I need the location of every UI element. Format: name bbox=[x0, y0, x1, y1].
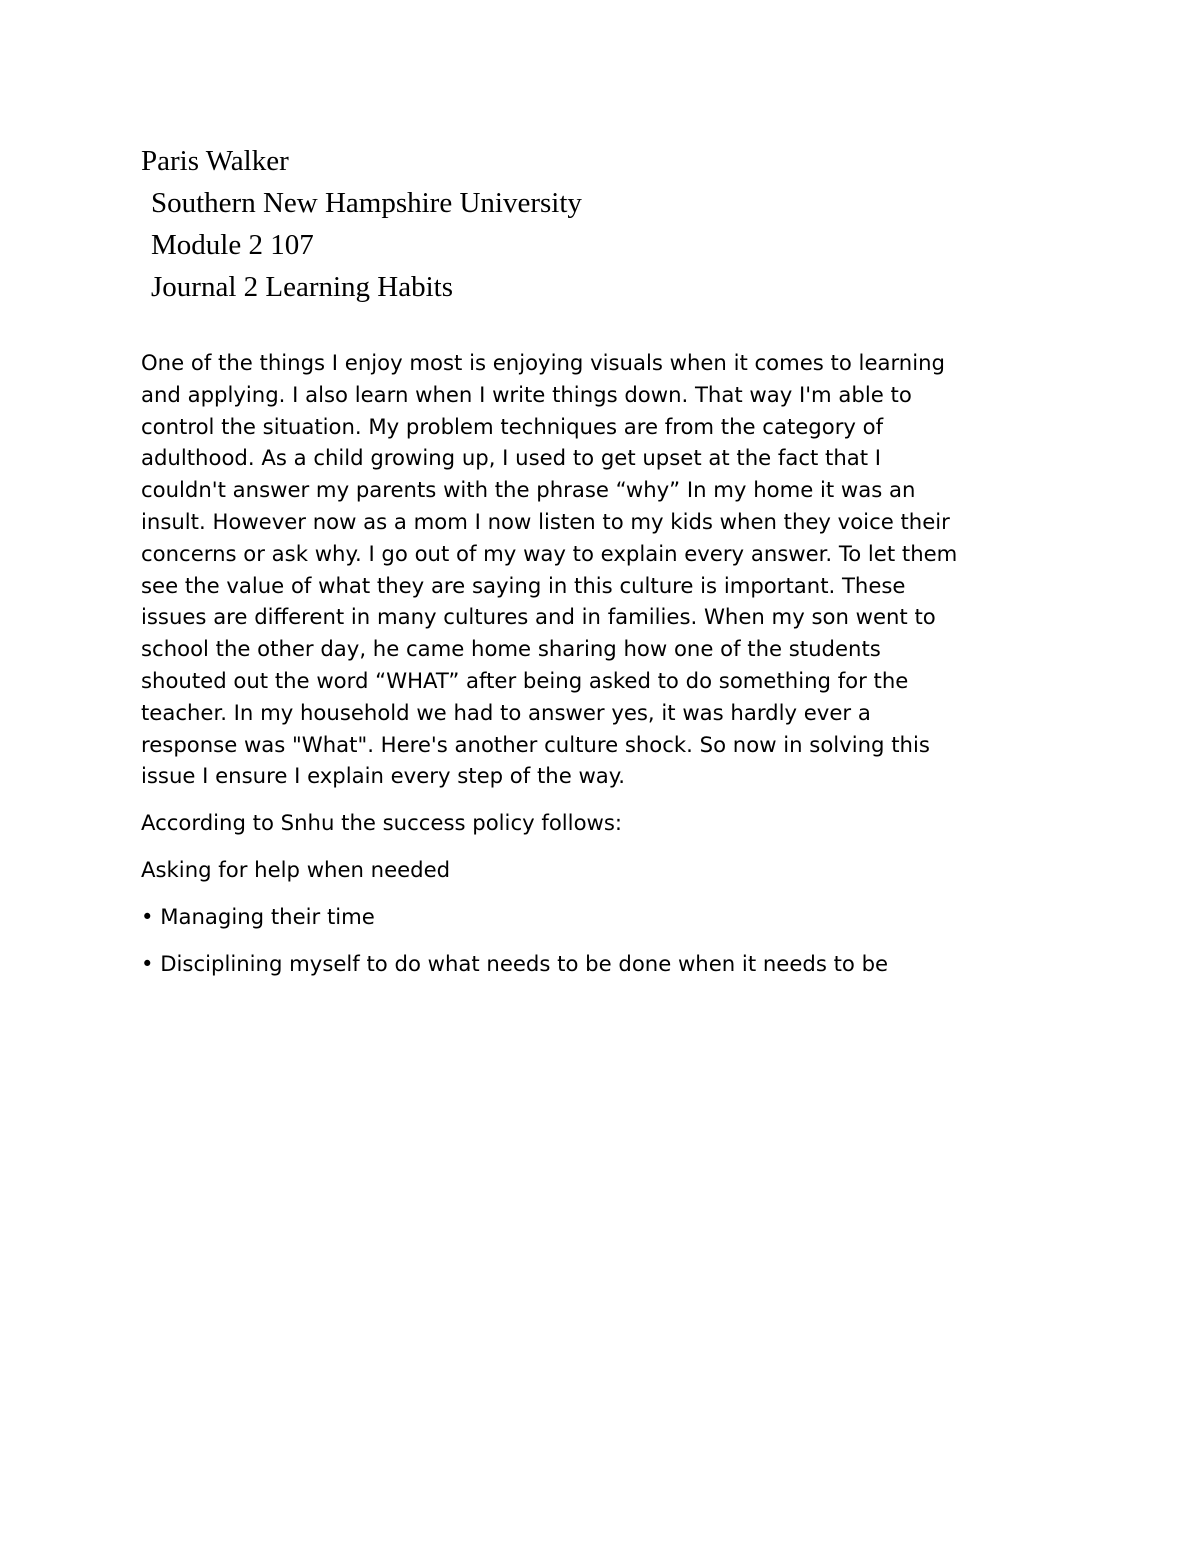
policy-bullet-discipline: • Disciplining myself to do what needs to be done when it needs to be bbox=[141, 950, 889, 976]
paragraph-line: concerns or ask why. I go out of my way to explain every answer. To let them bbox=[141, 540, 958, 566]
module-title: Module 2 107 bbox=[151, 229, 314, 261]
policy-bullet-time: • Managing their time bbox=[141, 903, 375, 929]
paragraph-line: issues are different in many cultures and in families. When my son went to bbox=[141, 604, 936, 630]
paragraph-line: teacher. In my household we had to answer yes, it was hardly ever a bbox=[141, 699, 871, 725]
paragraph-line: adulthood. As a child growing up, I used to get upset at the fact that I bbox=[141, 445, 882, 471]
document-body bbox=[141, 347, 1071, 979]
paragraph-line: couldn't answer my parents with the phrase “why” In my home it was an bbox=[141, 477, 916, 503]
paragraph-line: see the value of what they are saying in this culture is important. These bbox=[141, 572, 906, 598]
document-header bbox=[141, 140, 582, 308]
paragraph-line: response was "What". Here's another culture shock. So now in solving this bbox=[141, 731, 930, 757]
paragraph-line: insult. However now as a mom I now listen to my kids when they voice their bbox=[141, 508, 950, 534]
policy-item-help: Asking for help when needed bbox=[141, 856, 451, 882]
paragraph-line: school the other day, he came home sharing how one of the students bbox=[141, 636, 881, 662]
paragraph-line: One of the things I enjoy most is enjoying visuals when it comes to learning bbox=[141, 350, 945, 375]
journal-paragraph bbox=[141, 347, 1071, 792]
paragraph-line: and applying. I also learn when I write things down. That way I'm able to bbox=[141, 381, 912, 407]
policy-intro: According to Snhu the success policy follows: bbox=[141, 810, 623, 836]
paragraph-line: issue I ensure I explain every step of the way. bbox=[141, 763, 626, 789]
author-name: Paris Walker bbox=[141, 145, 289, 177]
assignment-title: Journal 2 Learning Habits bbox=[151, 271, 454, 303]
institution-name: Southern New Hampshire University bbox=[151, 187, 582, 219]
paragraph-line: shouted out the word “WHAT” after being asked to do something for the bbox=[141, 667, 909, 693]
paragraph-line: control the situation. My problem techniques are from the category of bbox=[141, 413, 884, 439]
